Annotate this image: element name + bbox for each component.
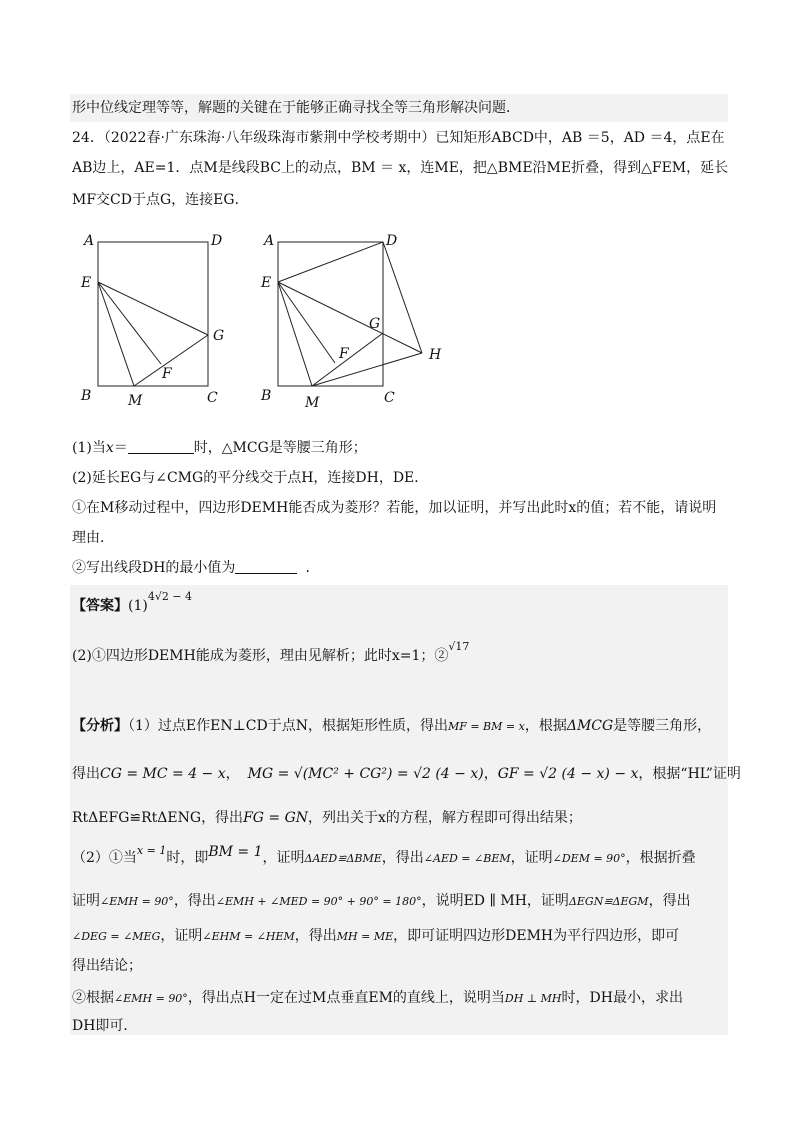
analysis-p8-text-a: ②根据 <box>72 990 114 1006</box>
analysis-p2-sep2: ， <box>483 766 498 782</box>
analysis-eq-angle-sum: ∠EMH + ∠MED = 90° + 90° = 180° <box>215 895 422 908</box>
analysis-line-5 <box>72 891 691 912</box>
fig1-segment-em <box>98 282 134 386</box>
analysis-p4-text-c: ，证明 <box>262 850 305 866</box>
problem-line-2: AB边上，AE=1．点M是线段BC上的动点，BM ＝ x，连ME，把△BME沿ME折叠，得到△FEM，延长 <box>72 160 729 176</box>
analysis-p1-text-a: （1）过点E作EN⊥CD于点N，根据矩形性质，得出 <box>128 718 448 734</box>
answer-line-1 <box>72 590 193 617</box>
question-2: (2)延长EG与∠CMG的平分线交于点H，连接DH，DE． <box>72 470 429 486</box>
analysis-line-7: 得出结论； <box>72 958 142 974</box>
analysis-line-6 <box>72 926 679 947</box>
analysis-p5-text-a: 证明 <box>72 893 100 909</box>
answer-2-text: (2)①四边形DEMH能成为菱形，理由见解析；此时x=1；② <box>72 648 449 664</box>
fig1-label-e: E <box>81 275 92 291</box>
problem-line-3: MF交CD于点G，连接EG． <box>72 192 249 208</box>
q1-suffix: 时，△MCG是等腰三角形； <box>193 440 367 456</box>
analysis-eq-emh: ∠EMH = 90° <box>100 895 174 908</box>
analysis-p2-text-a: 得出 <box>72 766 100 782</box>
question-2-2 <box>72 558 319 578</box>
analysis-p1-text-c: 是等腰三角形， <box>613 718 712 734</box>
q1-equals: ＝ <box>113 440 128 456</box>
question-1 <box>72 438 367 458</box>
analysis-p4-text-d: ，得出 <box>381 850 424 866</box>
fig2-segment-ed <box>278 242 383 282</box>
q2-2-answer-blank <box>235 559 297 574</box>
analysis-p3-text-b: ，列出关于x的方程，解方程即可得出结果； <box>308 810 582 826</box>
fig2-label-d: D <box>386 233 398 249</box>
fig1-segment-eg <box>98 282 208 335</box>
analysis-line-9: DH即可． <box>72 1018 138 1034</box>
analysis-tri-mcg: ΔMCG <box>566 718 614 734</box>
fig1-label-d: D <box>211 233 223 249</box>
analysis-p8-text-b: ，得出点H一定在过M点垂直EM的直线上，说明当 <box>187 990 505 1006</box>
fig1-segment-ef <box>98 282 161 364</box>
analysis-eq-aed-bem: ∠AED = ∠BEM <box>423 852 511 865</box>
analysis-eq-dem: ∠DEM = 90° <box>552 852 626 865</box>
problem-line-1: 24．（2022春·广东珠海·八年级珠海市紫荆中学校考期中）已知矩形ABCD中，AB ＝5，AD ＝4，点E在 <box>72 130 725 146</box>
answer-label: 【答案】 <box>72 598 128 614</box>
answer-2-value: √17 <box>448 640 470 653</box>
analysis-eq-emh-90: ∠EMH = 90° <box>114 992 188 1005</box>
analysis-eq-mh-me: MH = ME <box>336 930 394 943</box>
answer-line-2 <box>72 640 470 667</box>
analysis-line-3 <box>72 808 582 828</box>
analysis-p5-text-c: ，说明ED ∥ MH，证明 <box>421 893 569 909</box>
analysis-cong-egn-egm: ΔEGN≌ΔEGM <box>568 895 649 908</box>
analysis-cong-aed-bme: ΔAED≌ΔBME <box>304 852 382 865</box>
fig2-label-m: M <box>305 395 320 411</box>
answer-1-value: 4√2 − 4 <box>147 590 193 603</box>
fig1-label-f: F <box>162 366 172 382</box>
fig1-label-b: B <box>81 388 92 404</box>
analysis-line-1 <box>72 716 711 737</box>
analysis-p5-text-d: ，得出 <box>648 893 691 909</box>
fig2-label-h: H <box>429 347 442 363</box>
q2-2-suffix: ． <box>305 560 320 576</box>
analysis-p5-text-b: ，得出 <box>173 893 216 909</box>
fig1-label-g: G <box>213 328 225 344</box>
analysis-eq-dh-perp-mh: DH ⊥ MH <box>504 992 562 1005</box>
fig2-rectangle-abcd <box>278 242 383 386</box>
fig2-label-e: E <box>261 275 272 291</box>
analysis-eq-mf-bm: MF = BM = x <box>447 720 525 733</box>
analysis-p4-text-f: ，根据折叠 <box>625 850 696 866</box>
fig2-label-a: A <box>264 233 275 249</box>
analysis-eq-cg-mc: CG = MC = 4 − x <box>100 766 226 782</box>
fig1-rectangle-abcd <box>98 242 208 386</box>
fig1-label-c: C <box>207 390 218 406</box>
question-2-1-line-2: 理由． <box>72 530 114 546</box>
analysis-eq-gf: GF = √2 (4 − x) − x <box>497 766 639 782</box>
analysis-eq-deg-meg: ∠DEG = ∠MEG <box>72 930 161 943</box>
fig2-segment-ef <box>278 282 335 363</box>
analysis-p6-text-a: ，证明 <box>160 928 203 944</box>
analysis-p4-text-b: 时，即 <box>166 850 209 866</box>
fig2-segment-mh <box>312 353 422 386</box>
analysis-p6-text-b: ，得出 <box>294 928 337 944</box>
fig2-segment-em <box>278 282 312 386</box>
analysis-p4-text-e: ，证明 <box>510 850 553 866</box>
analysis-p1-text-b: ，根据 <box>524 718 567 734</box>
analysis-p6-text-c: ，即可证明四边形DEMH为平行四边形，即可 <box>393 928 680 944</box>
figure-1 <box>75 230 245 415</box>
analysis-eq-x1: x = 1 <box>136 844 167 857</box>
analysis-p8-text-c: 时，DH最小，求出 <box>561 990 683 1006</box>
figure-2 <box>255 230 455 415</box>
analysis-p2-sep: ， <box>225 766 240 782</box>
analysis-p3-text-a: ，得出 <box>201 810 244 826</box>
analysis-label: 【分析】 <box>72 718 128 734</box>
answer-1-prefix: (1) <box>128 598 148 614</box>
q2-2-prefix: ②写出线段DH的最小值为 <box>72 560 236 576</box>
analysis-p2-text-b: ，根据“HL”证明 <box>638 766 741 782</box>
analysis-eq-fg-gn: FG = GN <box>243 810 309 826</box>
analysis-p4-text-a: （2）①当 <box>72 850 137 866</box>
analysis-eq-ehm-hem: ∠EHM = ∠HEM <box>202 930 295 943</box>
question-2-1-line-1: ①在M移动过程中，四边形DEMH能否成为菱形？若能，加以证明，并写出此时x的值；若不能，请说明 <box>72 500 717 516</box>
analysis-line-2 <box>72 764 741 784</box>
fig1-label-a: A <box>84 233 95 249</box>
analysis-eq-mg: MG = √(MC² + CG²) = √2 (4 − x) <box>247 766 484 782</box>
fig2-label-g: G <box>369 316 381 332</box>
q1-variable-x: x <box>105 440 114 456</box>
q1-prefix: (1)当 <box>72 440 106 456</box>
analysis-line-4 <box>72 844 696 869</box>
fig2-label-c: C <box>384 390 395 406</box>
fig2-label-f: F <box>339 346 349 362</box>
q1-answer-blank <box>128 439 194 454</box>
analysis-rt-congruence: RtΔEFG≌RtΔENG <box>72 810 202 826</box>
fig2-label-b: B <box>261 388 272 404</box>
top-continuation-line: 形中位线定理等等，解题的关键在于能够正确寻找全等三角形解决问题． <box>72 100 520 116</box>
analysis-line-8 <box>72 988 683 1009</box>
analysis-eq-bm1: BM = 1 <box>208 844 263 860</box>
fig1-label-m: M <box>128 393 143 409</box>
